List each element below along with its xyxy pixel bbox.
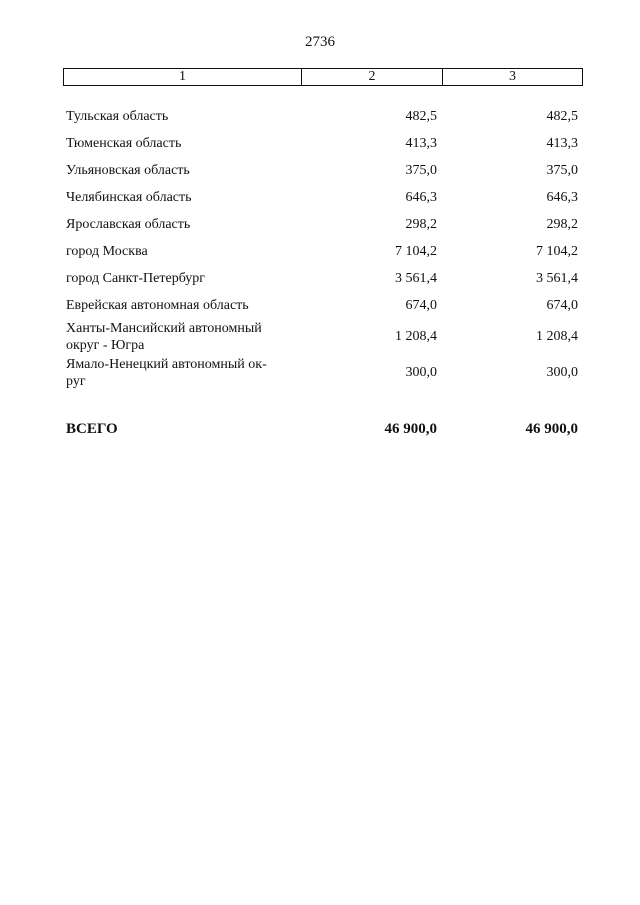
value-col-3: 413,3: [546, 135, 578, 151]
region-name: Ульяновская область: [66, 163, 190, 178]
region-name: Челябинская область: [66, 190, 192, 205]
total-col-3: 46 900,0: [525, 421, 578, 437]
region-name: [66, 320, 296, 354]
value-col-3: 646,3: [546, 189, 578, 205]
table-row: [66, 270, 578, 287]
value-col-2: 413,3: [405, 135, 437, 151]
region-name: Еврейская автономная область: [66, 298, 249, 313]
value-col-3: 674,0: [546, 297, 578, 313]
value-col-3: 298,2: [546, 216, 578, 232]
value-col-3: 375,0: [546, 162, 578, 178]
table-row: [66, 320, 578, 354]
table-row: [66, 356, 578, 390]
value-col-2: 674,0: [405, 297, 437, 313]
region-name-line-1: Ямало-Ненецкий автономный ок-: [66, 357, 267, 372]
header-col-2: 2: [302, 69, 443, 85]
value-col-2: 375,0: [405, 162, 437, 178]
value-col-2: 1 208,4: [395, 329, 437, 344]
page-number: 2736: [305, 34, 335, 50]
region-name: Тюменская область: [66, 136, 182, 151]
table-row: [66, 189, 578, 206]
region-name-line-2: руг: [66, 374, 86, 389]
value-col-3: 482,5: [546, 108, 578, 124]
region-name: Ярославская область: [66, 217, 191, 232]
value-col-3: 300,0: [546, 365, 578, 380]
table-row: [66, 216, 578, 233]
value-col-3: 3 561,4: [536, 270, 578, 286]
table-header: [63, 68, 583, 86]
region-name: [66, 356, 296, 390]
table-row: [66, 135, 578, 152]
value-col-2: 298,2: [405, 216, 437, 232]
value-col-3: 1 208,4: [536, 329, 578, 344]
value-col-2: 7 104,2: [395, 243, 437, 259]
table-row: [66, 108, 578, 125]
value-col-2: 3 561,4: [395, 270, 437, 286]
region-name: город Санкт-Петербург: [66, 271, 206, 286]
value-col-3: 7 104,2: [536, 243, 578, 259]
table-row: [66, 162, 578, 179]
value-col-2: 482,5: [405, 108, 437, 124]
value-col-2: 300,0: [405, 365, 437, 380]
header-col-1: 1: [64, 69, 302, 85]
table-row: [66, 243, 578, 260]
header-col-3: 3: [509, 69, 516, 84]
region-name-line-1: Ханты-Мансийский автономный: [66, 321, 262, 336]
table-row: [66, 297, 578, 314]
total-row: [66, 421, 578, 438]
total-label: ВСЕГО: [66, 421, 118, 437]
region-name: Тульская область: [66, 109, 169, 124]
total-col-2: 46 900,0: [384, 421, 437, 437]
value-col-2: 646,3: [405, 189, 437, 205]
region-name-line-2: округ - Югра: [66, 338, 145, 353]
region-name: город Москва: [66, 244, 148, 259]
